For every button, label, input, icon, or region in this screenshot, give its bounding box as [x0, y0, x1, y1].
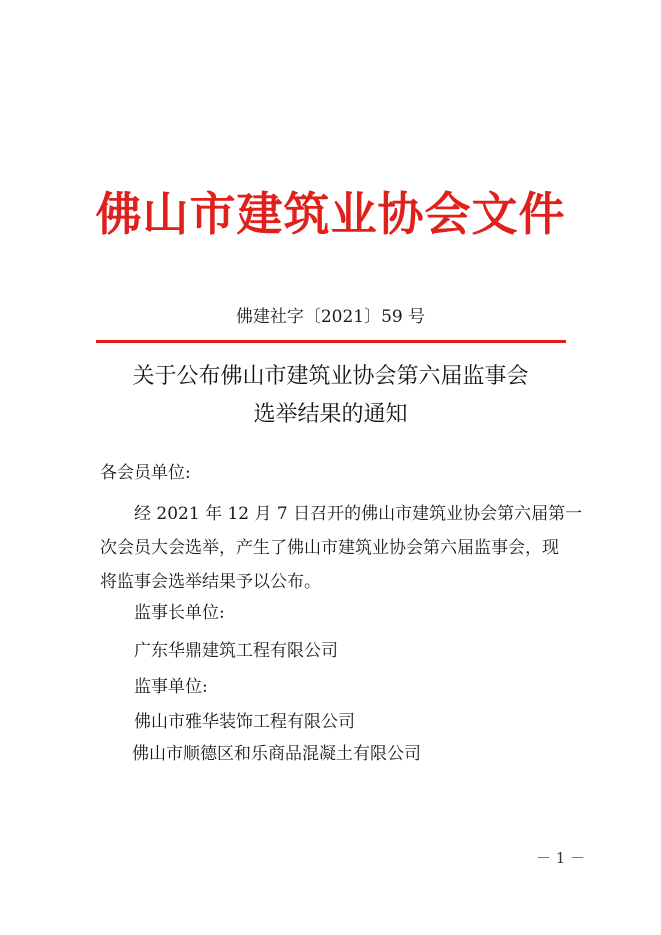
document-number: 佛建社字〔2021〕59 号	[235, 307, 426, 327]
salutation: 各会员单位:	[100, 463, 191, 483]
paragraph-line-2: 次会员大会选举，产生了佛山市建筑业协会第六届监事会，现	[100, 538, 559, 558]
chief-supervisor-label: 监事长单位:	[134, 603, 225, 623]
page-number: － 1 －	[536, 849, 586, 867]
subject-line-1: 关于公布佛山市建筑业协会第六届监事会	[132, 364, 529, 389]
notice-subject	[0, 358, 661, 434]
body-paragraph	[100, 497, 583, 599]
supervisor-unit: 佛山市雅华装饰工程有限公司	[134, 712, 355, 732]
paragraph-line-1: 经 2021 年 12 月 7 日召开的佛山市建筑业协会第六届第一	[134, 504, 583, 524]
subject-line-2: 选举结果的通知	[253, 402, 408, 427]
supervisor-unit: 佛山市顺德区和乐商品混凝土有限公司	[132, 744, 421, 764]
header-red-rule	[96, 340, 566, 343]
document-header-title: 佛山市建筑业协会文件	[95, 187, 566, 241]
paragraph-line-3: 将监事会选举结果予以公布。	[100, 572, 321, 592]
supervisor-label: 监事单位:	[134, 677, 208, 697]
chief-supervisor-unit: 广东华鼎建筑工程有限公司	[134, 641, 338, 661]
